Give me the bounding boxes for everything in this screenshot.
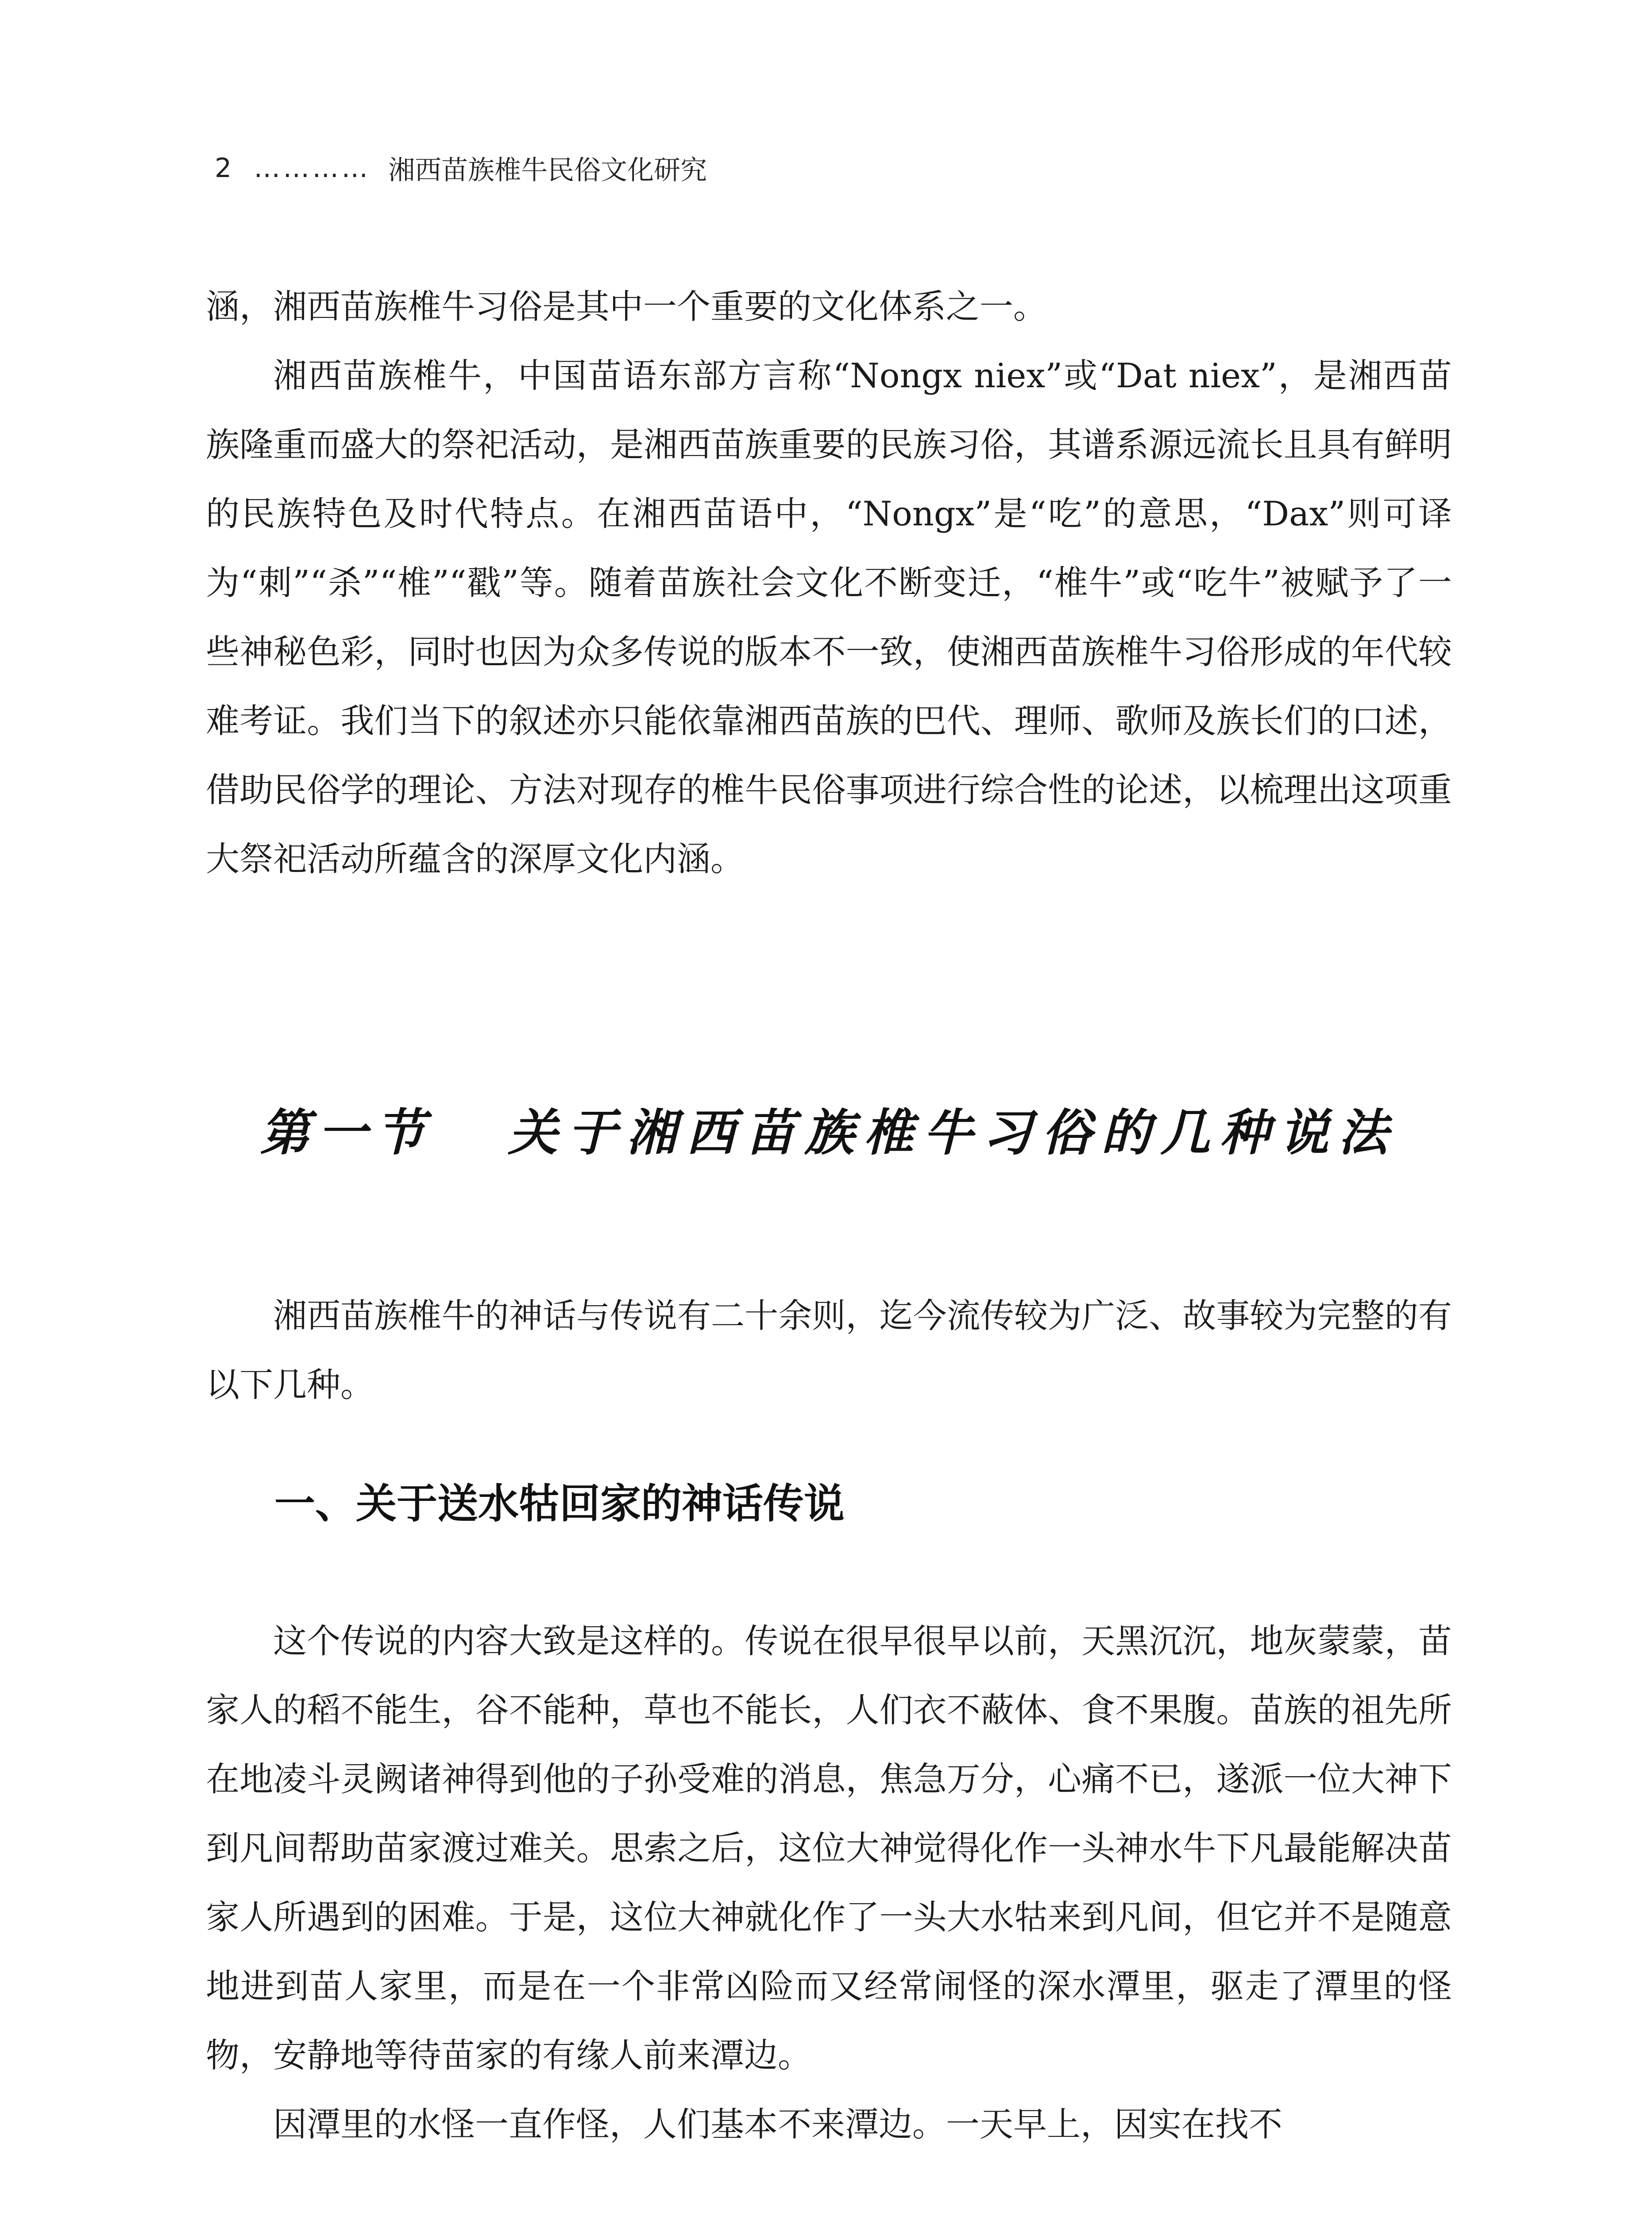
subsection-text-block <box>206 1607 1452 2159</box>
subsection-paragraph: 这个传说的内容大致是这样的。传说在很早很早以前，天黑沉沉，地灰蒙蒙，苗家人的稻不能生，谷不能种，草也不能长，人们衣不蔽体、食不果腹。苗族的祖先所在地凌斗灵阙诸神得到他的子孙受难的消息，焦急万分，心痛不已，遂派一位大神下到凡间帮助苗家渡过难关。思索之后，这位大神觉得化作一头神水牛下凡最能解决苗家人所遇到的困难。于是，这位大神就化作了一头大水牯来到凡间，但它并不是随意地进到苗人家里，而是在一个非常凶险而又经常闹怪的深水潭里，驱走了潭里的怪物，安静地等待苗家的有缘人前来潭边。 <box>206 1621 1452 2075</box>
section-intro-paragraph: 湘西苗族椎牛的神话与传说有二十余则，迄今流传较为广泛、故事较为完整的有以下几种。 <box>206 1296 1452 1404</box>
section-title: 关于湘西苗族椎牛习俗的几种说法 <box>508 1103 1398 1162</box>
subsection-heading: 一、关于送水牯回家的神话传说 <box>274 1480 845 1527</box>
section-intro-block <box>206 1281 1452 1419</box>
intro-paragraph: 湘西苗族椎牛，中国苗语东部方言称“Nongx niex”或“Dat niex”，是湘西苗族隆重而盛大的祭祀活动，是湘西苗族重要的民族习俗，其谱系源远流长且具有鲜明的民族特色及时代特点。在湘西苗语中，“Nongx”是“吃”的意思，“Dax”则可译为“刺”“杀”“椎”“戳”等。随着苗族社会文化不断变迁，“椎牛”或“吃牛”被赋予了一些神秘色彩，同时也因为众多传说的版本不一致，使湘西苗族椎牛习俗形成的年代较难考证。我们当下的叙述亦只能依靠湘西苗族的巴代、理师、歌师及族长们的口述，借助民俗学的理论、方法对现存的椎牛民俗事项进行综合性的论述，以梳理出这项重大祭祀活动所蕴含的深厚文化内涵。 <box>206 356 1452 879</box>
subsection-paragraph: 因潭里的水怪一直作怪，人们基本不来潭边。一天早上，因实在找不 <box>273 2105 1282 2144</box>
book-title: 湘西苗族椎牛民俗文化研究 <box>388 155 707 186</box>
intro-text-block <box>206 272 1452 894</box>
section-heading <box>206 1089 1452 1168</box>
intro-paragraph-continued: 涵，湘西苗族椎牛习俗是其中一个重要的文化体系之一。 <box>206 287 1047 326</box>
header-leader-dots: ………… <box>254 153 371 184</box>
page-number: 2 <box>215 153 232 184</box>
section-number: 第一节 <box>260 1103 433 1162</box>
running-header <box>215 146 707 190</box>
